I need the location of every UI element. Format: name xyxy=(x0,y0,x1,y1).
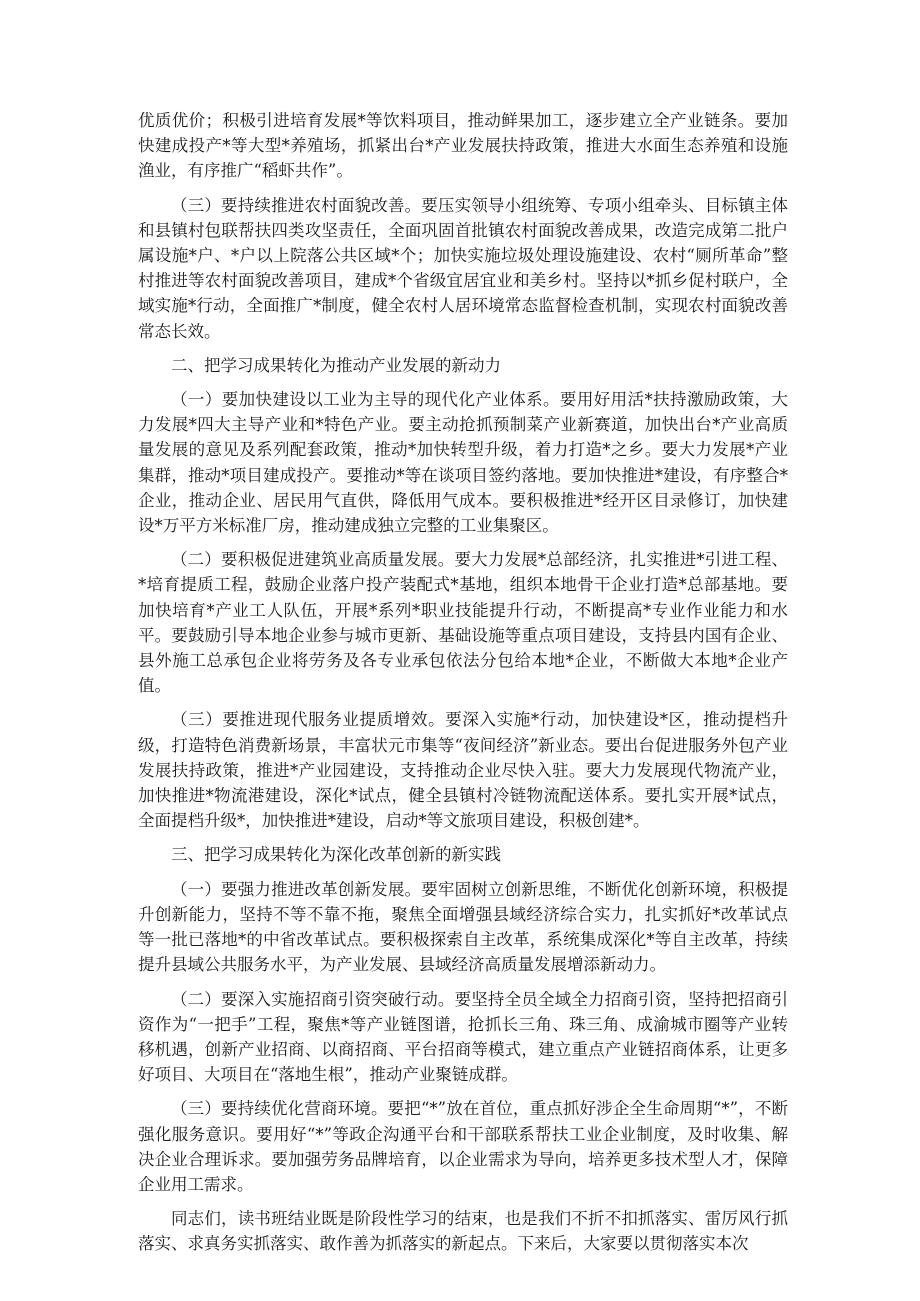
paragraph-construction: （二）要积极促进建筑业高质量发展。要大力发展*总部经济，扎实推进*引进工程、*培育提质工程，鼓励企业落户投产装配式*基地，组织本地骨干企业打造*总部基地。要加快培育*产业工人队伍，开展*系列*职业技能提升行动，不断提高*专业作业能力和水平。要鼓励引导本地企业参与城市更新、基础设施等重点项目建设，支持县内国有企业、县外施工总承包企业将劳务及各专业承包依法分包给本地*企业，不断做大本地*企业产值。 xyxy=(138,550,788,696)
paragraph-services: （三）要推进现代服务业提质增效。要深入实施*行动，加快建设*区，推动提档升级，打造特色消费新场景，丰富状元市集等“夜间经济”新业态。要出台促进服务外包产业发展扶持政策，推进*产业园建设，支持推动企业尽快入驻。要大力发展现代物流产业，加快推进*物流港建设，深化*试点，健全县镇村冷链物流配送体系。要扎实开展*试点，全面提档升级*，加快推进*建设，启动*等文旅项目建设，积极创建*。 xyxy=(138,710,788,831)
paragraph-closing: 同志们，读书班结业既是阶段性学习的结束，也是我们不折不扣抓落实、雷厉风行抓落实、求真务实抓落实、敢作善为抓落实的新起点。下来后，大家要以贯彻落实本次 xyxy=(138,1209,788,1254)
paragraph-industry-system: （一）要加快建设以工业为主导的现代化产业体系。要用好用活*扶持激励政策，大力发展*四大主导产业和*特色产业。要主动抢抓预制菜产业新赛道，加快出台*产业高质量发展的意见及系列配套政策，推动*加快转型升级，着力打造*之乡。要大力发展*产业集群，推动*项目建成投产。要推动*等在谈项目签约落地。要加快推进*建设，有序整合*企业，推动企业、居民用气直供，降低用气成本。要积极推进*经开区目录修订，加快建设*万平方米标准厂房，推动建成独立完整的工业集聚区。 xyxy=(138,390,788,536)
section-heading-reform: 三、把学习成果转化为深化改革创新的新实践 xyxy=(171,845,501,865)
paragraph-continued: 优质优价；积极引进培育发展*等饮料项目，推动鲜果加工，逐步建立全产业链条。要加快建成投产*等大型*养殖场，抓紧出台*产业发展扶持政策，推进大水面生态养殖和设施渔业，有序推广“稻虾共作”。 xyxy=(138,111,788,181)
section-heading-industry: 二、把学习成果转化为推动产业发展的新动力 xyxy=(171,355,501,375)
paragraph-rural-improvement: （三）要持续推进农村面貌改善。要压实领导小组统筹、专项小组牵头、目标镇主体和县镇村包联帮扶四类攻坚责任，全面巩固首批镇农村面貌改善成果，改造完成第二批户属设施*户、*户以上院落公共区域*个；加快实施垃圾处理设施建设、农村“厕所革命”整村推进等农村面貌改善项目，建成*个省级宜居宜业和美乡村。坚持以*抓乡促村联户，全域实施*行动，全面推广*制度，健全农村人居环境常态监督检查机制，实现农村面貌改善常态长效。 xyxy=(138,195,788,341)
paragraph-business-environment: （三）要持续优化营商环境。要把“*”放在首位，重点抓好涉企全生命周期“*”，不断强化服务意识。要用好“*”等政企沟通平台和干部联系帮扶工业企业制度，及时收集、解决企业合理诉求。要加强劳务品牌培育，以企业需求为导向，培养更多技术型人才，保障企业用工需求。 xyxy=(138,1099,788,1194)
paragraph-investment: （二）要深入实施招商引资突破行动。要坚持全员全域全力招商引资，坚持把招商引资作为“一把手”工程，聚焦*等产业链图谱，抢抓长三角、珠三角、成渝城市圈等产业转移机遇，创新产业招商、以商招商、平台招商等模式，建立重点产业链招商体系，让更多好项目、大项目在“落地生根”，推动产业聚链成群。 xyxy=(138,989,788,1085)
document-page xyxy=(138,108,788,1266)
paragraph-reform: （一）要强力推进改革创新发展。要牢固树立创新思维，不断优化创新环境，积极提升创新能力，坚持不等不靠不拖，聚焦全面增强县域经济综合实力，扎实抓好*改革试点等一批已落地*的中省改革试点。要积极探索自主改革，系统集成深化*等自主改革，持续提升县域公共服务水平，为产业发展、县域经济高质量发展增添新动力。 xyxy=(138,879,788,975)
